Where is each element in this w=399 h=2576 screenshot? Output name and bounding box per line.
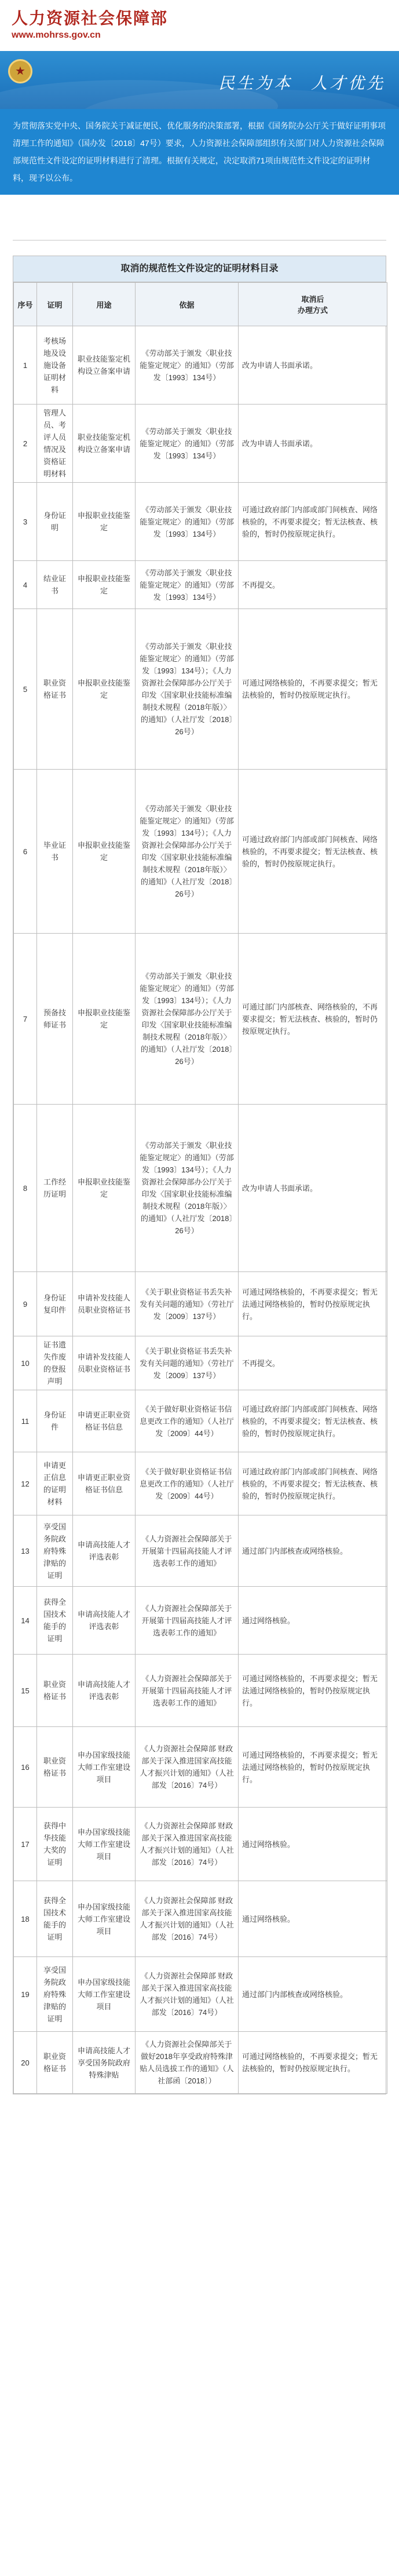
row-number: 9 (14, 1272, 37, 1336)
row-use: 申请高技能人才评选表彰 (73, 1587, 136, 1655)
row-basis: 《人力资源社会保障部 财政部关于深入推进国家高技能人才振兴计划的通知》（人社部发〔2016〕74号） (136, 1808, 239, 1881)
row-use: 申报职业技能鉴定 (73, 770, 136, 934)
table-row (14, 1957, 387, 2032)
row-after: 通过部门内部核查或网络核验。 (239, 1515, 387, 1587)
row-basis: 《劳动部关于颁发〈职业技能鉴定规定〉的通知》（劳部发〔1993〕134号） (136, 405, 239, 483)
row-after: 不再提交。 (239, 1336, 387, 1390)
header-proof: 证明 (37, 283, 73, 326)
table-row (14, 1336, 387, 1390)
table-row (14, 2032, 387, 2094)
row-use: 申请更正职业资格证书信息 (73, 1452, 136, 1515)
header-basis: 依据 (136, 283, 239, 326)
row-basis: 《劳动部关于颁发〈职业技能鉴定规定〉的通知》（劳部发〔1993〕134号） (136, 561, 239, 609)
row-use: 职业技能鉴定机构设立备案申请 (73, 405, 136, 483)
row-basis: 《劳动部关于颁发〈职业技能鉴定规定〉的通知》（劳部发〔1993〕134号）；《人力资源社会保障部办公厅关于印发〈国家职业技能标准编制技术规程（2018年版）〉的通知》（人社厅发〔2018〕26号） (136, 934, 239, 1105)
row-number: 8 (14, 1105, 37, 1272)
row-after: 可通过政府部门内部或部门间核查、网络核验的，不再要求提交；暂无法核查、核验的，暂时仍按原规定执行。 (239, 770, 387, 934)
row-proof: 工作经历证明 (37, 1105, 73, 1272)
row-use: 申办国家级技能大师工作室建设项目 (73, 1727, 136, 1808)
row-proof: 享受国务院政府特殊津贴的证明 (37, 1957, 73, 2032)
row-after: 通过网络核验。 (239, 1881, 387, 1957)
site-url[interactable]: www.mohrss.gov.cn (12, 30, 101, 40)
row-basis: 《关于职业资格证书丢失补发有关问题的通知》（劳社厅发〔2009〕137号） (136, 1336, 239, 1390)
row-after: 可通过网络核验的，不再要求提交；暂无法核验的，暂时仍按原规定执行。 (239, 2032, 387, 2094)
row-after: 通过网络核验。 (239, 1587, 387, 1655)
table-row (14, 1727, 387, 1808)
row-basis: 《人力资源社会保障部 财政部关于深入推进国家高技能人才振兴计划的通知》（人社部发〔2016〕74号） (136, 1957, 239, 2032)
row-use: 申报职业技能鉴定 (73, 609, 136, 770)
row-proof: 管理人员、考评人员情况及资格证明材料 (37, 405, 73, 483)
row-proof: 毕业证书 (37, 770, 73, 934)
table-row (14, 405, 387, 483)
header-no: 序号 (14, 283, 37, 326)
table-row (14, 770, 387, 934)
row-after: 可通过政府部门内部或部门间核查、网络核验的，不再要求提交；暂无法核查、核验的，暂时仍按原规定执行。 (239, 483, 387, 561)
row-use: 申报职业技能鉴定 (73, 934, 136, 1105)
table-row (14, 561, 387, 609)
row-basis: 《劳动部关于颁发〈职业技能鉴定规定〉的通知》（劳部发〔1993〕134号）；《人力资源社会保障部办公厅关于印发〈国家职业技能标准编制技术规程（2018年版）〉的通知》（人社厅发〔2018〕26号） (136, 609, 239, 770)
row-after: 可通过部门内部核查、网络核验的，不再要求提交；暂无法核查、核验的，暂时仍按原规定执行。 (239, 934, 387, 1105)
table-row (14, 934, 387, 1105)
row-after: 可通过网络核验的，不再要求提交；暂无法核验的，暂时仍按原规定执行。 (239, 609, 387, 770)
row-basis: 《关于做好职业资格证书信息更改工作的通知》（人社厅发〔2009〕44号） (136, 1452, 239, 1515)
row-use: 申请补发技能人员职业资格证书 (73, 1336, 136, 1390)
row-number: 6 (14, 770, 37, 934)
table-row (14, 1655, 387, 1727)
row-use: 申办国家级技能大师工作室建设项目 (73, 1957, 136, 2032)
row-use: 申办国家级技能大师工作室建设项目 (73, 1808, 136, 1881)
header-after: 取消后 办理方式 (239, 283, 387, 326)
row-proof: 申请更正信息的证明材料 (37, 1452, 73, 1515)
table-header-row (14, 283, 387, 326)
row-proof: 职业资格证书 (37, 1655, 73, 1727)
row-after: 改为申请人书面承诺。 (239, 1105, 387, 1272)
row-number: 17 (14, 1808, 37, 1881)
row-proof: 考核场地及设施设备证明材料 (37, 326, 73, 405)
table-row (14, 1587, 387, 1655)
row-after: 可通过网络核验的，不再要求提交；暂无法通过网络核验的，暂时仍按原规定执行。 (239, 1727, 387, 1808)
row-after: 可通过网络核验的，不再要求提交；暂无法通过网络核验的，暂时仍按原规定执行。 (239, 1272, 387, 1336)
row-after: 改为申请人书面承诺。 (239, 405, 387, 483)
row-basis: 《人力资源社会保障部关于开展第十四届高技能人才评选表彰工作的通知》 (136, 1587, 239, 1655)
table-row (14, 1272, 387, 1336)
proof-table-grid (13, 282, 387, 2094)
row-after: 通过部门内部核查或网络核验。 (239, 1957, 387, 2032)
proof-table (13, 256, 386, 2094)
row-basis: 《关于职业资格证书丢失补发有关问题的通知》（劳社厅发〔2009〕137号） (136, 1272, 239, 1336)
row-after: 改为申请人书面承诺。 (239, 326, 387, 405)
header-use: 用途 (73, 283, 136, 326)
row-proof: 职业资格证书 (37, 2032, 73, 2094)
row-number: 11 (14, 1390, 37, 1452)
row-basis: 《人力资源社会保障部 财政部关于深入推进国家高技能人才振兴计划的通知》（人社部发〔2016〕74号） (136, 1727, 239, 1808)
row-use: 职业技能鉴定机构设立备案申请 (73, 326, 136, 405)
table-row (14, 483, 387, 561)
row-number: 13 (14, 1515, 37, 1587)
row-basis: 《劳动部关于颁发〈职业技能鉴定规定〉的通知》（劳部发〔1993〕134号）；《人力资源社会保障部办公厅关于印发〈国家职业技能标准编制技术规程（2018年版）〉的通知》（人社厅发〔2018〕26号） (136, 1105, 239, 1272)
row-use: 申请补发技能人员职业资格证书 (73, 1272, 136, 1336)
table-row (14, 1390, 387, 1452)
row-after: 不再提交。 (239, 561, 387, 609)
row-proof: 身份证明 (37, 483, 73, 561)
emblem-icon: ★ (8, 59, 32, 83)
table-row (14, 609, 387, 770)
row-basis: 《劳动部关于颁发〈职业技能鉴定规定〉的通知》（劳部发〔1993〕134号） (136, 483, 239, 561)
row-number: 5 (14, 609, 37, 770)
banner-slogan: 民生为本 人才优先 (218, 74, 385, 93)
row-proof: 职业资格证书 (37, 1727, 73, 1808)
row-use: 申请更正职业资格证书信息 (73, 1390, 136, 1452)
row-number: 16 (14, 1727, 37, 1808)
row-proof: 证书遗失作废的登报声明 (37, 1336, 73, 1390)
row-proof: 获得全国技术能手的证明 (37, 1587, 73, 1655)
row-proof: 预备技师证书 (37, 934, 73, 1105)
intro-paragraph: 为贯彻落实党中央、国务院关于减证便民、优化服务的决策部署，根据《国务院办公厅关于做好证明事项清理工作的通知》（国办发〔2018〕47号）要求，人力资源社会保障部组织有关部门对人力资源社会保障部规范性文件设定的证明材料进行了清理。根据有关规定，决定取消71项由规范性文件设定的证明材料，现予以公布。 (0, 109, 399, 195)
row-basis: 《人力资源社会保障部 财政部关于深入推进国家高技能人才振兴计划的通知》（人社部发〔2016〕74号） (136, 1881, 239, 1957)
row-number: 18 (14, 1881, 37, 1957)
row-proof: 身份证复印件 (37, 1272, 73, 1336)
table-title: 取消的规范性文件设定的证明材料目录 (13, 256, 386, 282)
row-number: 7 (14, 934, 37, 1105)
row-number: 15 (14, 1655, 37, 1727)
row-proof: 获得中华技能大奖的证明 (37, 1808, 73, 1881)
row-use: 申报职业技能鉴定 (73, 561, 136, 609)
row-number: 2 (14, 405, 37, 483)
table-row (14, 326, 387, 405)
row-number: 10 (14, 1336, 37, 1390)
table-row (14, 1515, 387, 1587)
row-use: 申办国家级技能大师工作室建设项目 (73, 1881, 136, 1957)
row-basis: 《人力资源社会保障部关于开展第十四届高技能人才评选表彰工作的通知》 (136, 1655, 239, 1727)
table-row (14, 1452, 387, 1515)
row-basis: 《关于做好职业资格证书信息更改工作的通知》（人社厅发〔2009〕44号） (136, 1390, 239, 1452)
table-row (14, 1881, 387, 1957)
row-use: 申请高技能人才享受国务院政府特殊津贴 (73, 2032, 136, 2094)
row-after: 可通过政府部门内部或部门间核查、网络核验的，不再要求提交；暂无法核查、核验的，暂时仍按原规定执行。 (239, 1452, 387, 1515)
banner (0, 51, 399, 109)
row-proof: 身份证件 (37, 1390, 73, 1452)
row-after: 可通过政府部门内部或部门间核查、网络核验的，不再要求提交；暂无法核查、核验的，暂时仍按原规定执行。 (239, 1390, 387, 1452)
row-number: 14 (14, 1587, 37, 1655)
site-title: 人力资源社会保障部 (12, 10, 169, 28)
row-proof: 获得全国技术能手的证明 (37, 1881, 73, 1957)
row-use: 申请高技能人才评选表彰 (73, 1655, 136, 1727)
row-proof: 职业资格证书 (37, 609, 73, 770)
row-after: 可通过网络核验的，不再要求提交；暂无法通过网络核验的，暂时仍按原规定执行。 (239, 1655, 387, 1727)
site-header (0, 0, 399, 51)
row-basis: 《劳动部关于颁发〈职业技能鉴定规定〉的通知》（劳部发〔1993〕134号）；《人力资源社会保障部办公厅关于印发〈国家职业技能标准编制技术规程（2018年版）〉的通知》（人社厅发〔2018〕26号） (136, 770, 239, 934)
row-number: 19 (14, 1957, 37, 2032)
table-row (14, 1105, 387, 1272)
row-basis: 《人力资源社会保障部关于开展第十四届高技能人才评选表彰工作的通知》 (136, 1515, 239, 1587)
row-number: 4 (14, 561, 37, 609)
row-number: 20 (14, 2032, 37, 2094)
row-number: 3 (14, 483, 37, 561)
row-basis: 《人力资源社会保障部关于做好2018年享受政府特殊津贴人员选拔工作的通知》（人社部函〔2018〕） (136, 2032, 239, 2094)
row-proof: 享受国务院政府特殊津贴的证明 (37, 1515, 73, 1587)
row-number: 1 (14, 326, 37, 405)
row-use: 申报职业技能鉴定 (73, 483, 136, 561)
row-proof: 结业证书 (37, 561, 73, 609)
row-after: 通过网络核验。 (239, 1808, 387, 1881)
row-use: 申报职业技能鉴定 (73, 1105, 136, 1272)
row-basis: 《劳动部关于颁发〈职业技能鉴定规定〉的通知》（劳部发〔1993〕134号） (136, 326, 239, 405)
row-use: 申请高技能人才评选表彰 (73, 1515, 136, 1587)
row-number: 12 (14, 1452, 37, 1515)
table-row (14, 1808, 387, 1881)
